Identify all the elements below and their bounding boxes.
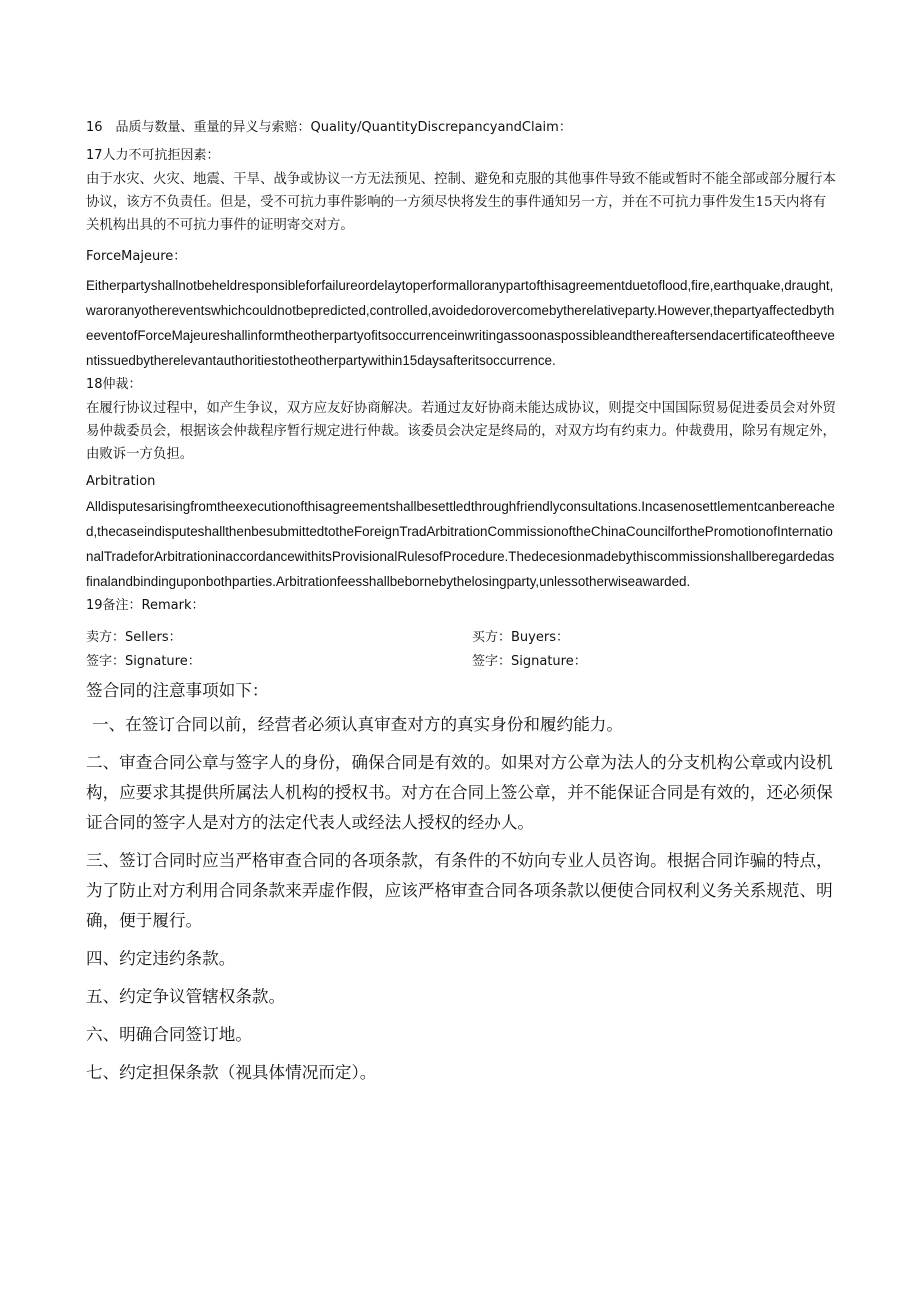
seller-signature-label: 签字：Signature： [86, 654, 201, 669]
buyer-signature-label: 签字：Signature： [472, 654, 587, 669]
note-item: 五、约定争议管辖权条款。 [86, 987, 286, 1006]
note-item: 二、审查合同公章与签字人的身份，确保合同是有效的。如果对方公章为法人的分支机构公章或内设机构，应要求其提供所属法人机构的授权书。对方在合同上签公章，并不能保证合同是有效的，还必须保证合同的签字人是对方的法定代表人或经法人授权的经办人。 [86, 753, 833, 832]
note-item: 七、约定担保条款（视具体情况而定）。 [86, 1063, 377, 1082]
signature-block [86, 626, 836, 674]
buyer-label: 买方：Buyers： [472, 630, 569, 645]
seller-label: 卖方：Sellers： [86, 630, 182, 645]
clause-17-english-text: Eitherpartyshallnotbeheldresponsibleforfailureordelaytoperformalloranypartofthisagreementduetoflood,fire,earthquake,draught,waroranyothereventswhichcouldnotbepredicted,controlled,avoidedorovercomebytherelativeparty.However,thepartyaffectedbytheeventofForceMajeureshallinformtheotherpartyofitsoccurrenceinwritingassoonaspossibleandthereaftersendacertificateoftheeventissuedbytherelevantauthoritiestotheotherpartywithin15daysafteritsoccurrence. [86, 278, 835, 368]
clause-19-heading: 19备注：Remark： [86, 598, 205, 613]
clause-17-english-heading: ForceMajeure： [86, 249, 187, 264]
signature-row-parties [86, 626, 836, 650]
clause-18-english-heading: Arbitration [86, 474, 156, 489]
notes-title: 签合同的注意事项如下： [86, 681, 269, 700]
note-item: 三、签订合同时应当严格审查合同的各项条款，有条件的不妨向专业人员咨询。根据合同诈骗的特点，为了防止对方利用合同条款来弄虚作假，应该严格审查合同各项条款以便使合同权利义务关系规范、明确，便于履行。 [86, 851, 833, 930]
contract-notes [86, 676, 836, 1088]
clause-17-heading: 17人力不可抗拒因素： [86, 148, 220, 163]
clause-17-chinese-text: 由于水灾、火灾、地震、干旱、战争或协议一方无法预见、控制、避免和克服的其他事件导致不能或暂时不能全部或部分履行本协议，该方不负责任。但是，受不可抗力事件影响的一方须尽快将发生的事件通知另一方，并在不可抗力事件发生15天内将有关机构出具的不可抗力事件的证明寄交对方。 [86, 172, 836, 233]
signature-row-signatures [86, 650, 836, 674]
clause-18-english-text: Alldisputesarisingfromtheexecutionofthisagreementshallbesettledthroughfriendlyconsultations.Incasenosettlementcanbereached,thecaseindisputeshallthenbesubmittedtotheForeignTradArbitrationCommissionoftheChinaCouncilforthePromotionofInternationalTradeforArbitrationinaccordancewithitsProvisionalRulesofProcedure.Thedecesionmadebythiscommissionshallberegardedasfinalandbindinguponbothparties.Arbitrationfeesshallbebornebythelosingparty,unlessotherwiseawarded. [86, 499, 835, 589]
clause-16-heading: 16 品质与数量、重量的异义与索赔：Quality/QuantityDiscrepancyandClaim： [86, 120, 572, 135]
note-item: 四、约定违约条款。 [86, 949, 236, 968]
note-item: 一、在签订合同以前，经营者必须认真审查对方的真实身份和履约能力。 [92, 715, 623, 734]
note-item: 六、明确合同签订地。 [86, 1025, 252, 1044]
document-page [86, 116, 836, 1096]
clause-18-chinese-text: 在履行协议过程中，如产生争议，双方应友好协商解决。若通过友好协商未能达成协议，则提交中国国际贸易促进委员会对外贸易仲裁委员会，根据该会仲裁程序暂行规定进行仲裁。该委员会决定是终局的，对双方均有约束力。仲裁费用，除另有规定外，由败诉一方负担。 [86, 401, 836, 462]
clause-18-heading: 18仲裁： [86, 377, 142, 392]
